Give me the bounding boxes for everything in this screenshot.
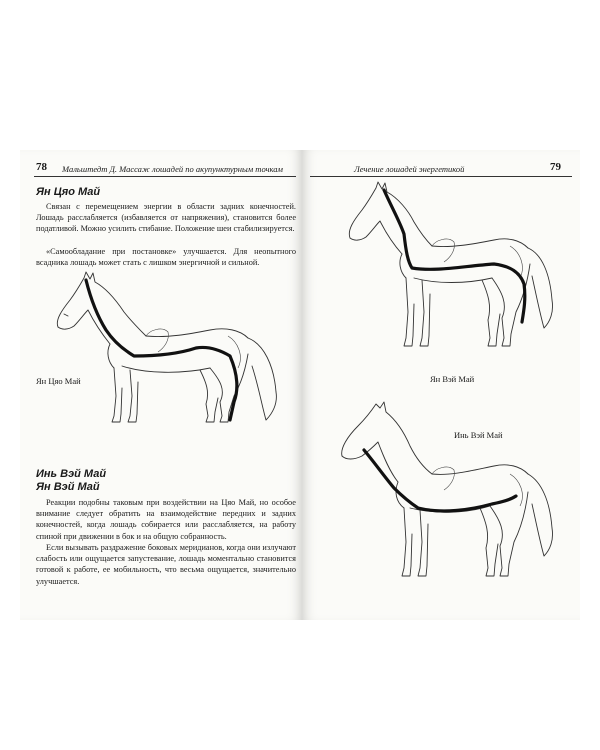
page-number-left: 78 [36, 161, 47, 173]
caption-yin-wei-mai: Инь Вэй Май [454, 430, 503, 440]
paragraph-wei-mai-1: Реакции подобны таковым при воздействии на Цяо Май, но особое внимание следует обратить на взаимодействие передних и задних конечностей, когда лошадь собирается или расслабляется, на работу спиной при движении в бок и на общую собранность. [36, 498, 296, 541]
horse-illustration-yin-wei-mai [338, 402, 558, 592]
horse-illustration-yang-wei-mai [344, 182, 564, 360]
horse-illustration-yang-qiao-mai [50, 270, 290, 430]
section-heading-yin-wei-mai: Инь Вэй Май [36, 468, 107, 480]
running-head-right: Лечение лошадей энергетикой [354, 164, 465, 174]
caption-yang-wei-mai: Ян Вэй Май [430, 374, 475, 384]
paragraph-yang-qiao-mai-2: «Самообладание при постановке» улучшается. Для неопытного всадника лошадь может стать с лишком энергичной и сильной. [36, 247, 296, 268]
header-rule-left [34, 176, 296, 177]
running-head-left: Мальштедт Д. Массаж лошадей по акупунктурным точкам [62, 164, 283, 174]
header-rule-right [310, 176, 572, 177]
right-page [302, 150, 580, 620]
paragraph-wei-mai-2: Если вызывать раздражение боковых меридианов, когда они излучают слабость или ощущается запустевание, лошадь моментально становится готовой к работе, ее мобильность, что весьма ощущается, значительно улучшается. [36, 543, 296, 586]
section-heading-yang-qiao-mai: Ян Цяо Май [36, 186, 101, 198]
caption-yang-qiao-mai: Ян Цяо Май [36, 376, 81, 386]
paragraph-yang-qiao-mai-1: Связан с перемещением энергии в области задних конечностей. Лошадь расслабляется (избавляется от напряжения), становится более податливой. Можно усилить стибание. Положение шеи стабилизируется. [36, 202, 296, 234]
section-heading-yang-wei-mai: Ян Вэй Май [36, 481, 100, 493]
meridian-line-yang-qiao-mai [86, 280, 237, 420]
meridian-line-yin-wei-mai [364, 450, 516, 511]
left-page [20, 150, 302, 620]
page-number-right: 79 [550, 161, 561, 173]
